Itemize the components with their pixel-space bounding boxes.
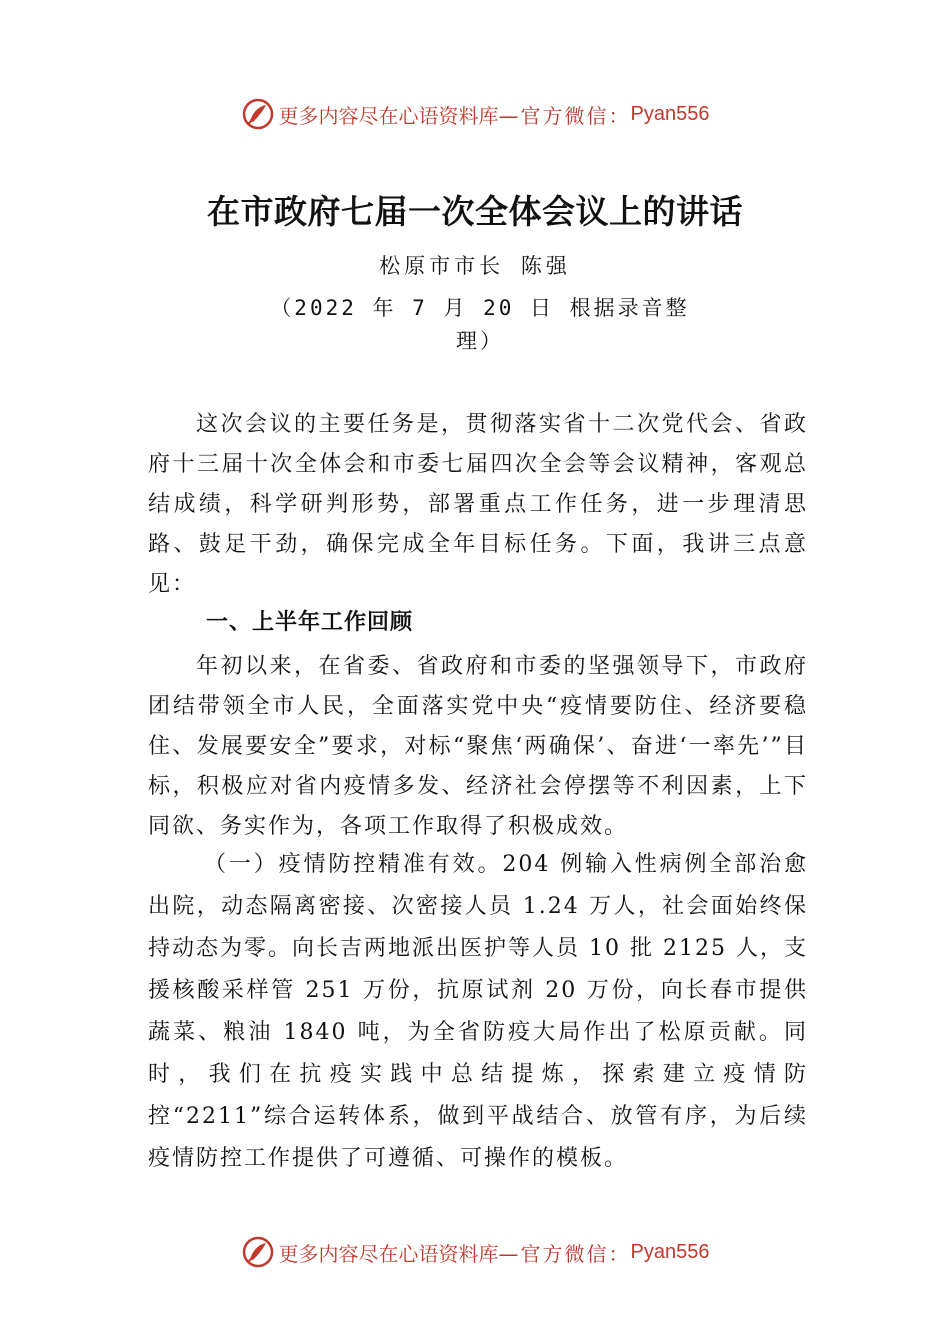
brand-seal-icon xyxy=(241,1235,275,1269)
watermark-official-label: —官方微信： xyxy=(498,103,631,128)
document-date-note: （2022 年 7 月 20 日 根据录音整理） xyxy=(270,296,690,353)
paragraph-review: 年初以来，在省委、省政府和市委的坚强领导下，市政府团结带领全市人民，全面落实党中央“疫情要防住、经济要稳住、发展要安全”要求，对标“聚焦‘两确保’、奋进‘一率先’”目标，积极应对省内疫情多发、经济社会停摆等不利因素，上下同欲、务实作为，各项工作取得了积极成效。 xyxy=(148,654,808,839)
watermark-account: Pyan556 xyxy=(630,1240,710,1263)
watermark-brand: 更多内容尽在心语资料库 xyxy=(278,103,499,128)
document-title: 在市政府七届一次全体会议上的讲话 xyxy=(207,192,743,231)
document-author: 松原市市长 陈强 xyxy=(379,254,571,278)
watermark-brand: 更多内容尽在心语资料库 xyxy=(278,1241,499,1266)
watermark-account: Pyan556 xyxy=(630,102,710,125)
paragraph-epidemic: （一）疫情防控精准有效。204 例输入性病例全部治愈出院，动态隔离密接、次密接人员 1.24 万人，社会面始终保持动态为零。向长吉两地派出医护等人员 10 批 2125 人，支援核酸采样管 251 万份，抗原试剂 20 万份，向长春市提供蔬菜、粮油 1840 吨，为全省防疫大局作出了松原贡献。同时，我们在抗疫实践中总结提炼，探索建立疫情防控“2211”综合运转体系，做到平战结合、放管有序，为后续疫情防控工作提供了可遵循、可操作的模板。 xyxy=(148,852,808,1171)
brand-seal-icon xyxy=(241,97,275,131)
watermark-header xyxy=(0,94,950,134)
section-heading-1: 一、上半年工作回顾 xyxy=(206,610,414,635)
watermark-official-label: —官方微信： xyxy=(498,1241,631,1266)
paragraph-intro: 这次会议的主要任务是，贯彻落实省十二次党代会、省政府十三届十次全体会和市委七届四次全会等会议精神，客观总结成绩，科学研判形势，部署重点工作任务，进一步理清思路、鼓足干劲，确保完成全年目标任务。下面，我讲三点意见： xyxy=(148,412,808,597)
watermark-footer xyxy=(0,1232,950,1272)
